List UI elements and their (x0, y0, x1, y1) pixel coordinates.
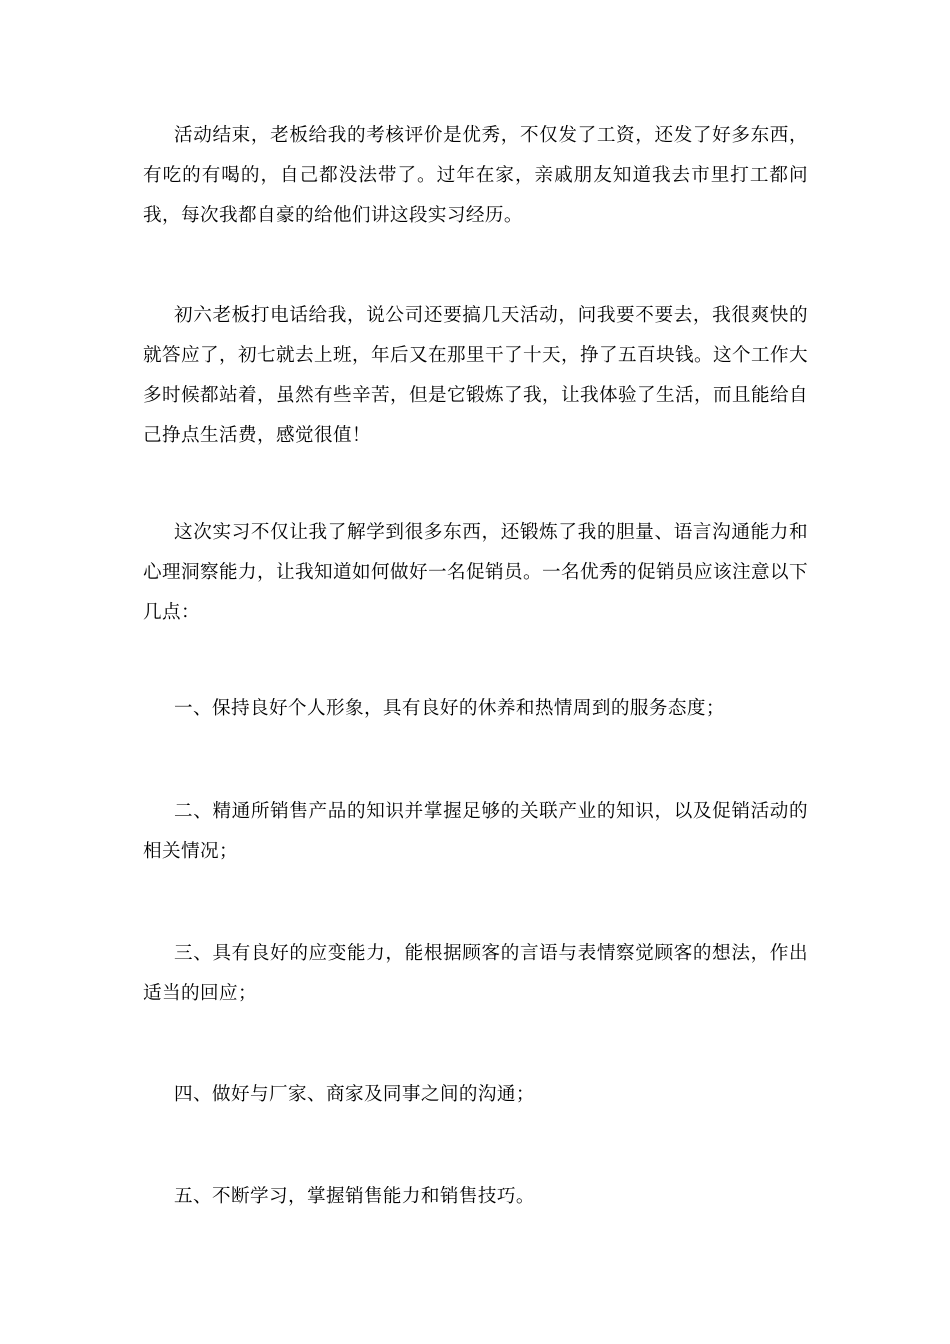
list-item-point-2: 二、精通所销售产品的知识并掌握足够的关联产业的知识，以及促销活动的相关情况； (143, 801, 808, 862)
paragraph-internship-summary: 这次实习不仅让我了解学到很多东西，还锻炼了我的胆量、语言沟通能力和心理洞察能力，让我知道如何做好一名促销员。一名优秀的促销员应该注意以下几点： (143, 522, 808, 623)
paragraph-activity-end: 活动结束，老板给我的考核评价是优秀，不仅发了工资，还发了好多东西，有吃的有喝的，自己都没法带了。过年在家，亲戚朋友知道我去市里打工都问我，每次我都自豪的给他们讲这段实习经历。 (143, 125, 808, 226)
list-item-point-4: 四、做好与厂家、商家及同事之间的沟通； (174, 1084, 535, 1105)
list-item-point-5: 五、不断学习，掌握销售能力和销售技巧。 (174, 1186, 535, 1207)
paragraph-day-six-call: 初六老板打电话给我，说公司还要搞几天活动，问我要不要去，我很爽快的就答应了，初七就去上班，年后又在那里干了十天，挣了五百块钱。这个工作大多时候都站着，虽然有些辛苦，但是它锻炼了我，让我体验了生活，而且能给自己挣点生活费，感觉很值！ (143, 305, 808, 446)
list-item-point-3: 三、具有良好的应变能力，能根据顾客的言语与表情察觉顾客的想法，作出适当的回应； (143, 943, 808, 1004)
list-item-point-1: 一、保持良好个人形象，具有良好的休养和热情周到的服务态度； (174, 698, 725, 719)
